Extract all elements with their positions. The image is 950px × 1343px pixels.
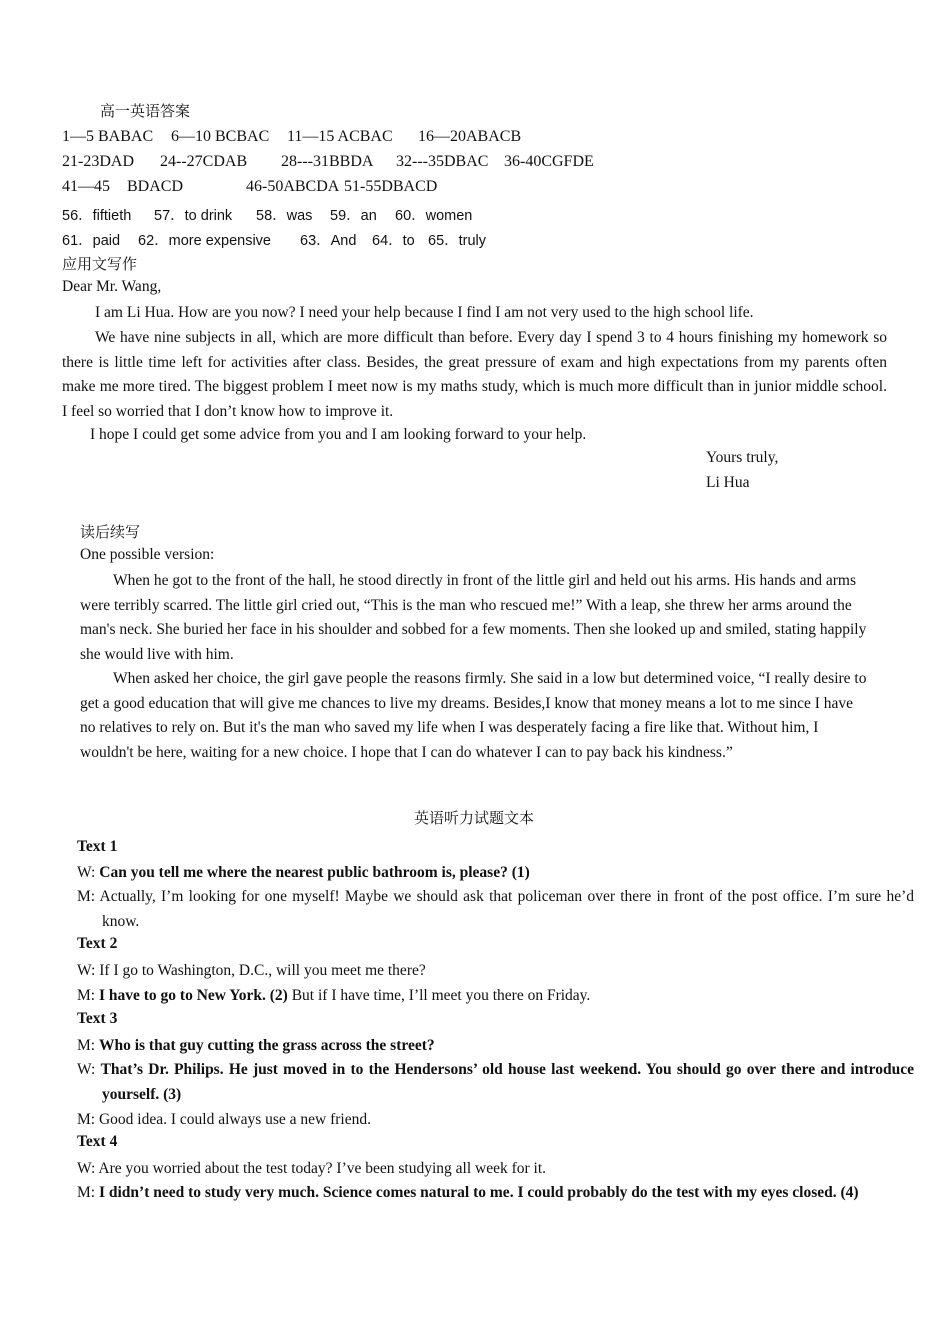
text-label: Text 3 bbox=[77, 1010, 118, 1027]
dialogue-line bbox=[77, 1034, 914, 1059]
dialogue-text: Are you worried about the test today? I’ve been studying all week for it. bbox=[98, 1160, 547, 1177]
letter-signature: Li Hua bbox=[706, 474, 750, 491]
speaker: W: bbox=[77, 864, 100, 881]
answer-group: 28---31BBDA bbox=[281, 153, 374, 170]
answer-group: BDACD bbox=[127, 178, 184, 195]
dialogue-line bbox=[77, 1181, 914, 1206]
answer-group: 16—20ABACB bbox=[418, 128, 522, 145]
dialogue-text: Actually, I’m looking for one myself! Maybe we should ask that policeman over there in front of the post office. I’m sure he’d know. bbox=[99, 888, 915, 930]
section-heading-writing: 应用文写作 bbox=[62, 255, 138, 273]
continuation-paragraph: When asked her choice, the girl gave people the reasons firmly. She said in a low but determined voice, “I really desire to get a good education that will give me chances to live my dreams. Besides,I know that money means a lot to me since I have no relatives to rely on. But it's the man who saved my life when I was desperately facing a fire like that. Without him, I wouldn't be here, waiting for a new choice. I hope that I can do whatever I can to pay back his kindness.” bbox=[80, 670, 867, 761]
text-label: Text 1 bbox=[77, 838, 118, 855]
answer-item: 65．truly bbox=[428, 233, 487, 249]
answer-group: 41—45 bbox=[62, 178, 110, 195]
answer-group: 24--27CDAB bbox=[160, 153, 248, 170]
dialogue-line bbox=[77, 959, 914, 984]
speaker: W: bbox=[77, 962, 100, 979]
answer-item: 62．more expensive bbox=[138, 233, 271, 249]
page-title: 高一英语答案 bbox=[100, 102, 191, 120]
answer-item: 60．women bbox=[395, 208, 473, 224]
dialogue-text: But if I have time, I’ll meet you there on Friday. bbox=[287, 987, 591, 1004]
dialogue-text: Good idea. I could always use a new friend. bbox=[98, 1111, 371, 1128]
speaker: M: bbox=[77, 1037, 99, 1054]
answer-group: 32---35DBAC bbox=[396, 153, 489, 170]
dialogue-line bbox=[77, 1108, 914, 1133]
letter-paragraph: I hope I could get some advice from you and I am looking forward to your help. bbox=[90, 426, 587, 443]
dialogue-text: Can you tell me where the nearest public bathroom is, please? (1) bbox=[99, 864, 530, 881]
dialogue-text: That’s Dr. Philips. He just moved in to the Hendersons’ old house last weekend. You should go over there and introduce yourself. (3) bbox=[100, 1061, 914, 1103]
letter-paragraph: We have nine subjects in all, which are more difficult than before. Every day I spend 3 to 4 hours finishing my homework so there is little time left for activities after class. Besides, the great pressure of exam and high expectations from my parents often make me more tired. The biggest problem I meet now is my maths study, which is much more difficult than in junior middle school. I feel so worried that I don’t know how to improve it. bbox=[62, 329, 887, 420]
answer-item: 57．to drink bbox=[154, 208, 233, 224]
answer-group: 6—10 BCBAC bbox=[171, 128, 270, 145]
answer-group: 36-40CGFDE bbox=[504, 153, 594, 170]
answer-item: 58．was bbox=[256, 208, 313, 224]
dialogue-text: I didn’t need to study very much. Science comes natural to me. I could probably do the test with my eyes closed. (4) bbox=[98, 1184, 859, 1201]
answer-item: 56．fiftieth bbox=[62, 208, 132, 224]
answer-group: 46-50ABCDA bbox=[246, 178, 340, 195]
speaker: W: bbox=[77, 1061, 101, 1078]
dialogue-line bbox=[77, 984, 914, 1009]
speaker: M: bbox=[77, 987, 99, 1004]
answer-group: 1—5 BABAC bbox=[62, 128, 154, 145]
answer-item: 63．And bbox=[300, 233, 357, 249]
dialogue-text: If I go to Washington, D.C., will you meet me there? bbox=[99, 962, 426, 979]
text-label: Text 2 bbox=[77, 935, 118, 952]
dialogue-line bbox=[77, 861, 914, 886]
answer-item: 61．paid bbox=[62, 233, 121, 249]
answer-group: 51-55DBACD bbox=[344, 178, 438, 195]
section-heading-listening: 英语听力试题文本 bbox=[414, 809, 535, 827]
speaker: M: bbox=[77, 1111, 99, 1128]
speaker: M: bbox=[77, 888, 100, 905]
answer-group: 21-23DAD bbox=[62, 153, 134, 170]
dialogue-text: I have to go to New York. (2) bbox=[98, 987, 288, 1004]
speaker: M: bbox=[77, 1184, 99, 1201]
answer-item: 59．an bbox=[330, 208, 377, 224]
dialogue-line bbox=[77, 1058, 914, 1107]
letter-greeting: Dear Mr. Wang, bbox=[62, 278, 162, 295]
dialogue-text: Who is that guy cutting the grass across the street? bbox=[98, 1037, 435, 1054]
answer-item: 64．to bbox=[372, 233, 415, 249]
section-heading-continuation: 读后续写 bbox=[80, 523, 141, 541]
text-label: Text 4 bbox=[77, 1133, 118, 1150]
letter-paragraph: I am Li Hua. How are you now? I need your help because I find I am not very used to the high school life. bbox=[95, 304, 754, 321]
letter-closing: Yours truly, bbox=[706, 449, 779, 466]
dialogue-line bbox=[77, 1157, 914, 1182]
continuation-intro: One possible version: bbox=[80, 546, 215, 563]
continuation-paragraph: When he got to the front of the hall, he stood directly in front of the little girl and held out his arms. His hands and arms were terribly scarred. The little girl cried out, “This is the man who rescued me!” With a leap, she threw her arms around the man's neck. She buried her face in his shoulder and sobbed for a few moments. Then she looked up and smiled, stating happily she would live with him. bbox=[80, 572, 867, 663]
speaker: W: bbox=[77, 1160, 99, 1177]
answer-group: 11—15 ACBAC bbox=[287, 128, 393, 145]
dialogue-line bbox=[77, 885, 914, 934]
